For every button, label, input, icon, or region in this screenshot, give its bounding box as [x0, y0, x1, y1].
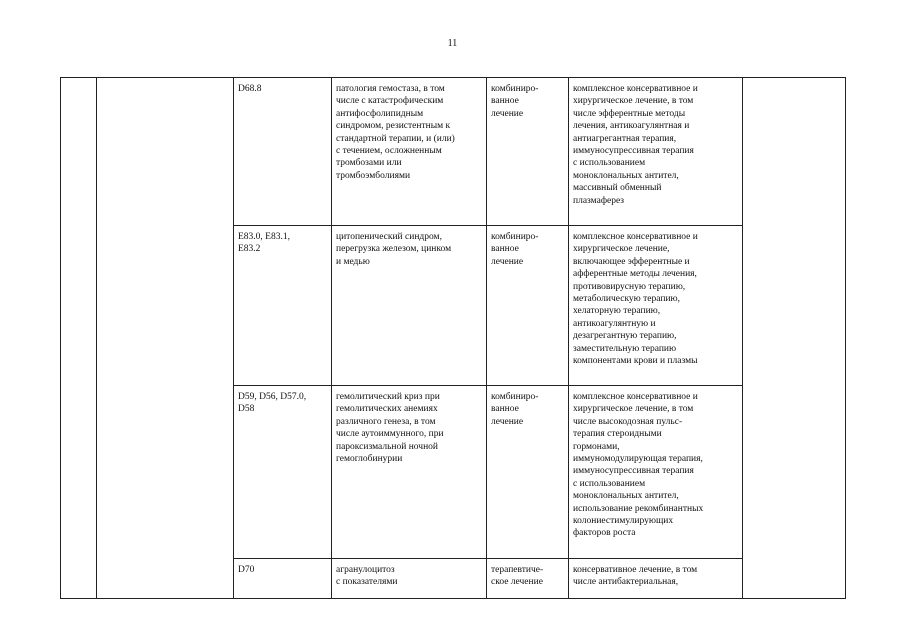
treatment-table — [60, 77, 846, 599]
group-name-cell — [97, 78, 234, 599]
treatment-method-cell: консервативное лечение, в том числе антибактериальная, — [569, 559, 743, 599]
diagnosis-cell: цитопенический синдром, перегрузка железом, цинком и медью — [332, 226, 487, 386]
treatment-type-cell: терапевтиче- ское лечение — [487, 559, 569, 599]
icd-code-cell: E83.0, E83.1, E83.2 — [234, 226, 332, 386]
treatment-method-cell: комплексное консервативное и хирургическое лечение, в том числе эфферентные методы лечения, антикоагулянтная и антиагрегантная терапия, иммуносупрессивная терапия с использованием моноклональных антител, массивный обменный плазмаферез — [569, 78, 743, 226]
icd-code-cell: D59, D56, D57.0, D58 — [234, 386, 332, 559]
page-number: 11 — [447, 38, 458, 49]
icd-code-cell: D68.8 — [234, 78, 332, 226]
treatment-type-cell: комбиниро- ванное лечение — [487, 386, 569, 559]
diagnosis-cell: патология гемостаза, в том числе с катастрофическим антифосфолипидным синдромом, резистентным к стандартной терапии, и (или) с течением, осложненным тромбозами или тромбоэмболиями — [332, 78, 487, 226]
treatment-method-cell: комплексное консервативное и хирургическое лечение, включающее эфферентные и афферентные методы лечения, противовирусную терапию, метаболическую терапию, хелаторную терапию, антикоагулянтную и дезагрегантную терапию, заместительную терапию компонентами крови и плазмы — [569, 226, 743, 386]
diagnosis-cell: агранулоцитоз с показателями — [332, 559, 487, 599]
icd-code-cell: D70 — [234, 559, 332, 599]
table-row — [61, 78, 846, 226]
group-number-cell — [61, 78, 97, 599]
diagnosis-cell: гемолитический криз при гемолитических анемиях различного генеза, в том числе аутоиммунного, при пароксизмальной ночной гемоглобинурии — [332, 386, 487, 559]
treatment-type-cell: комбиниро- ванное лечение — [487, 226, 569, 386]
treatment-method-cell: комплексное консервативное и хирургическое лечение, в том числе высокодозная пульс- терапия стероидными гормонами, иммуномодулирующая терапия, иммуносупрессивная терапия с использованием моноклональных антител, использование рекомбинантных колониестимулирующих факторов роста — [569, 386, 743, 559]
standard-cost-cell — [743, 78, 846, 599]
treatment-type-cell: комбиниро- ванное лечение — [487, 78, 569, 226]
